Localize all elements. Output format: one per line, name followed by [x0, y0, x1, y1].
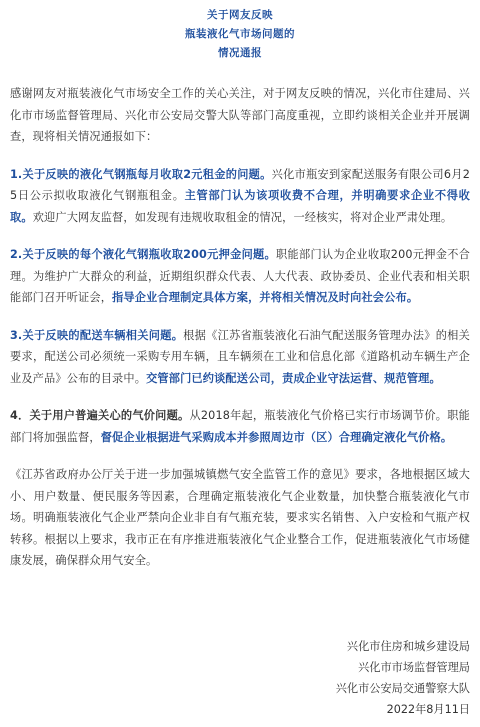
item-3-heading: 3.关于反映的配送车辆相关问题。 [10, 328, 184, 342]
signature-date: 2022年8月11日 [386, 703, 470, 716]
item-1-body: 兴化市瓶安到家配送服务有限公司6月25日公示拟收取液化气钢瓶租金。 [10, 167, 471, 202]
item-2-heading: 2.关于反映的每个液化气钢瓶收取200元押金问题。 [10, 248, 277, 261]
signature-block [336, 636, 470, 720]
signature-traffic-police: 兴化市公安局交通警察大队 [335, 682, 470, 695]
item-3-emphasis: 交管部门已约谈配送公司，责成企业守法运营、规范管理。 [146, 371, 441, 385]
item-4-heading: 4．关于用户普遍关心的气价问题。 [10, 409, 190, 422]
notice-title [10, 6, 470, 63]
item-2-paragraph [10, 244, 470, 309]
item-4-body: 从2018年起，瓶装液化气价格已实行市场调节价。职能部门将加强监督， [10, 409, 471, 444]
item-4-paragraph [10, 405, 470, 448]
title-line-1: 关于网友反映 [207, 9, 273, 21]
title-line-3: 情况通报 [218, 47, 262, 59]
signature-housing-bureau: 兴化市住房和城乡建设局 [346, 640, 470, 653]
closing-paragraph: 《江苏省政府办公厅关于进一步加强城镇燃气安全监管工作的意见》要求，各地根据区域大小、用户数量、便民服务等因素，合理确定瓶装液化气企业数量，加快整合瓶装液化气市场。明确瓶装液化气企业严禁向企业非自有气瓶充装，要求实名销售、入户安检和气瓶产权转移。根据以上要求，我市正在有序推进瓶装液化气企业整合工作，促进瓶装液化气市场健康发展，确保群众用气安全。 [10, 468, 470, 567]
item-1-tail: 欢迎广大网友监督，如发现有违规收取租金的情况，一经核实，将对企业严肃处理。 [32, 210, 453, 224]
item-2-body: 职能部门认为企业收取200元押金不合理。为维护广大群众的利益，近期组织群众代表、人大代表、政协委员、企业代表和相关职能部门召开听证会， [10, 248, 471, 304]
item-1-emphasis: 主管部门认为该项收费不合理，并明确要求企业不得收取。 [10, 189, 470, 224]
item-4-emphasis: 督促企业根据进气采购成本并参照周边市（区）合理确定液化气价格。 [100, 430, 453, 444]
item-1-paragraph [10, 164, 470, 229]
item-1-heading: 1.关于反映的液化气钢瓶每月收取2元租金的问题。 [10, 167, 272, 181]
title-line-2: 瓶装液化气市场问题的 [185, 28, 295, 40]
signature-market-bureau: 兴化市市场监督管理局 [358, 661, 470, 674]
item-3-paragraph [10, 325, 470, 390]
intro-paragraph: 感谢网友对瓶装液化气市场安全工作的关心关注，对于网友反映的情况，兴化市住建局、兴化市市场监督管理局、兴化市公安局交警大队等部门高度重视，立即约谈相关企业并开展调查，现将相关情况通报如下： [10, 87, 470, 143]
item-2-emphasis: 指导企业合理制定具体方案，并将相关情况及时向社会公布。 [112, 291, 419, 304]
item-3-body: 根据《江苏省瓶装液化石油气配送服务管理办法》的相关要求，配送公司必须统一采购专用车辆，且车辆须在工业和信息化部《道路机动车辆生产企业及产品》公布的目录中。 [10, 328, 470, 385]
